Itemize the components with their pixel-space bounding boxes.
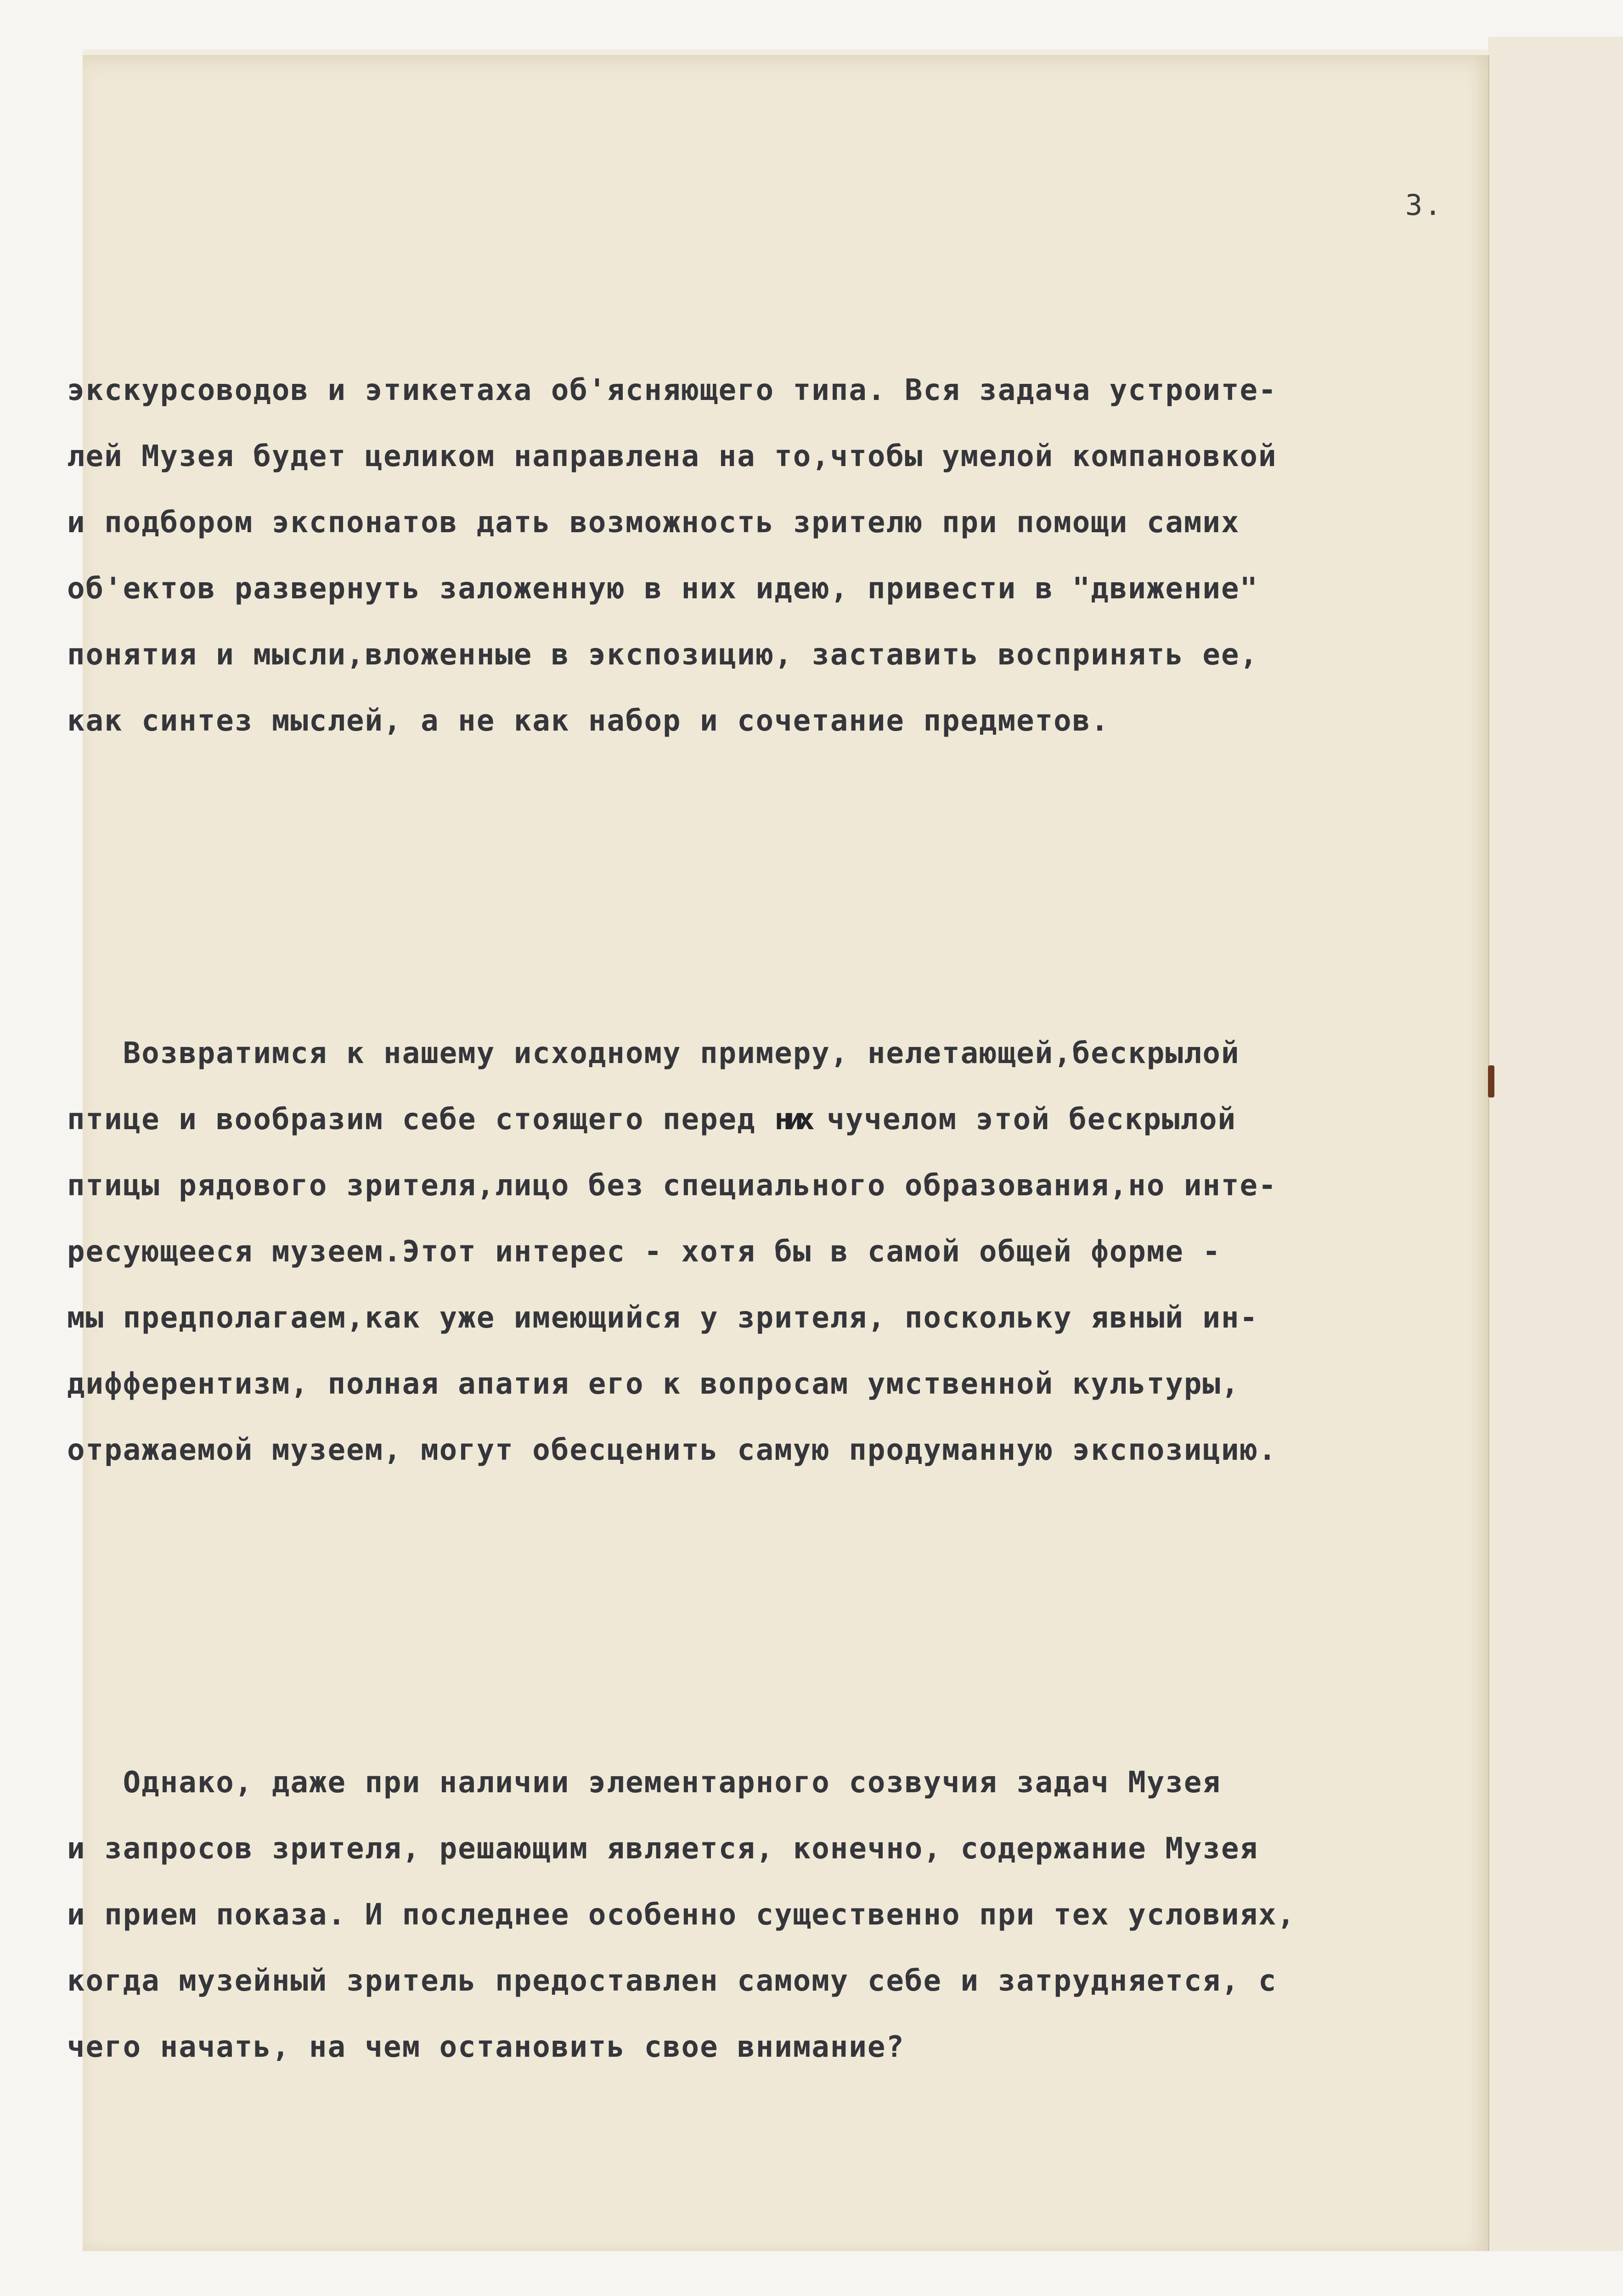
text-line: ресующееся музеем.Этот интерес - хотя бы в самой общей форме - [67, 1235, 1221, 1269]
document-text [67, 225, 1417, 2296]
page-number: 3. [1405, 188, 1443, 222]
text-line: понятия и мысли,вложенные в экспозицию, заставить воспринять ее, [67, 638, 1258, 672]
text-segment: чучелом этой бескрылой [808, 1103, 1236, 1137]
text-line: экскурсоводов и этикетаха об'ясняющего типа. Вся задача устроите- [67, 373, 1277, 407]
text-line: и прием показа. И последнее особенно существенно при тех условиях, [67, 1898, 1296, 1932]
text-line: как синтез мыслей, а не как набор и сочетание предметов. [67, 704, 1110, 738]
text-line: чего начать, на чем остановить свое внимание? [67, 2030, 905, 2064]
text-line: Возвратимся к нашему исходному примеру, нелетающей,бескрылой [67, 1036, 1240, 1070]
text-line: птицы рядового зрителя,лицо без специального образования,но инте- [67, 1169, 1277, 1203]
text-line: Однако, даже при наличии элементарного созвучия задач Музея [67, 1766, 1221, 1800]
text-segment: птице и вообразим себе стоящего перед [67, 1103, 775, 1137]
text-line: лей Музея будет целиком направлена на то,чтобы умелой компановкой [67, 439, 1277, 473]
paragraph-1 [67, 225, 1417, 886]
text-line [67, 1086, 1417, 1153]
text-line: об'ектов развернуть заложенную в них идею, привести в "движение" [67, 572, 1258, 606]
text-line: мы предполагаем,как уже имеющийся у зрителя, поскольку явный ин- [67, 1301, 1258, 1335]
text-line: и запросов зрителя, решающим является, конечно, содержание Музея [67, 1832, 1258, 1866]
text-line: когда музейный зритель предоставлен самому себе и затрудняется, с [67, 1964, 1277, 1998]
torn-edge-mark [1488, 1065, 1494, 1097]
paragraph-2 [67, 888, 1417, 1615]
paragraph-4 [67, 2214, 1417, 2296]
struck-out-word: них [774, 1103, 808, 1137]
text-line: и подбором экспонатов дать возможность зрителю при помощи самих [67, 506, 1240, 540]
text-line: дифферентизм, полная апатия его к вопросам умственной культуры, [67, 1367, 1240, 1401]
paragraph-3 [67, 1617, 1417, 2212]
right-backing-sheet [1488, 37, 1623, 2251]
text-line: отражаемой музеем, могут обесценить самую продуманную экспозицию. [67, 1433, 1277, 1467]
